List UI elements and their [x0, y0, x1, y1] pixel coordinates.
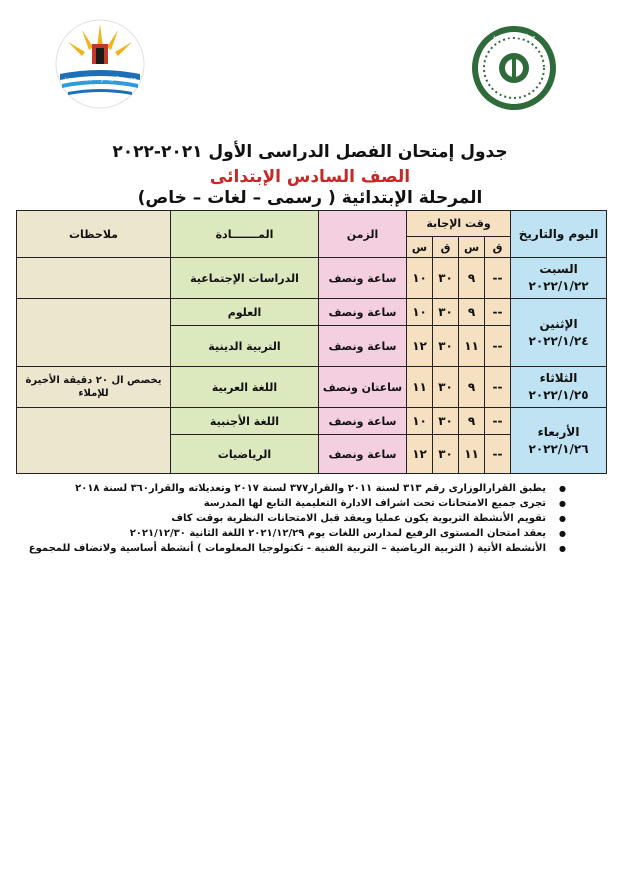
header-to-minutes: ق: [433, 236, 459, 258]
governorate-emblem-logo: [470, 24, 558, 112]
exam-note: [17, 299, 171, 367]
header-day-date: اليوم والتاريخ: [511, 211, 607, 258]
from-minutes: --: [485, 408, 511, 435]
day-date: ٢٠٢٢/١/٢٢: [528, 279, 589, 294]
list-item: ● تجرى جميع الامتحانات تحت اشراف الادارة التعليمية التابع لها المدرسة: [0, 496, 566, 511]
schedule-title: جدول إمتحان الفصل الدراسى الأول ٢٠٢١-٢٠٢٢: [112, 142, 508, 162]
exam-subject: الرياضيات: [171, 435, 319, 474]
from-minutes: --: [485, 326, 511, 367]
from-minutes: --: [485, 367, 511, 408]
to-minutes: ٣٠: [433, 299, 459, 326]
list-item: ● تقويم الأنشطة التربوية يكون عمليا ويعقد قبل الامتحانات النظرية بوقت كاف: [0, 511, 566, 526]
left-logo-caption: مديرية التربية والتعليم ببورسعيد: [64, 76, 136, 82]
day-name: الإثنين: [539, 316, 578, 331]
day-name: السبت: [539, 262, 578, 277]
exam-duration: ساعة ونصف: [319, 326, 407, 367]
from-minutes: --: [485, 299, 511, 326]
exam-duration: ساعة ونصف: [319, 299, 407, 326]
from-minutes: --: [485, 258, 511, 299]
header-notes: ملاحظات: [17, 211, 171, 258]
header-to-hours: س: [407, 236, 433, 258]
from-hours: ١١: [459, 326, 485, 367]
grade-title: الصف السادس الإبتدائى: [209, 167, 411, 187]
exam-schedule-table: [16, 210, 607, 474]
exam-duration: ساعة ونصف: [319, 258, 407, 299]
to-hours: ١١: [407, 367, 433, 408]
header-subject: المـــــــادة: [171, 211, 319, 258]
exam-subject: اللغة العربية: [171, 367, 319, 408]
day-cell-monday: [511, 299, 607, 367]
table-row: [17, 258, 607, 299]
header-answer-time: وقت الإجابة: [407, 211, 511, 237]
list-item: ● الأنشطة الأتية ( التربية الرياضية – التربية الفنية - تكنولوجيا المعلومات ) أنشطة أساسية ولاتضاف للمجموع: [0, 541, 566, 556]
day-cell-saturday: [511, 258, 607, 299]
notes-list: [0, 481, 566, 556]
day-date: ٢٠٢٢/١/٢٤: [528, 333, 589, 348]
day-date: ٢٠٢٢/١/٢٥: [528, 388, 589, 403]
exam-subject: الدراسات الإجتماعية: [171, 258, 319, 299]
to-hours: ١٠: [407, 299, 433, 326]
header-duration: الزمن: [319, 211, 407, 258]
table-row: [17, 408, 607, 435]
to-hours: ١٢: [407, 435, 433, 474]
right-logo-caption: محافظة بورسعيد: [492, 33, 536, 40]
exam-subject: اللغة الأجنبية: [171, 408, 319, 435]
to-minutes: ٣٠: [433, 435, 459, 474]
list-item: ● يعقد امتحان المستوى الرفيع لمدارس اللغات يوم ٢٠٢١/١٢/٢٩ اللغة الثانية ٢٠٢١/١٢/٣٠: [0, 526, 566, 541]
exam-duration: ساعة ونصف: [319, 435, 407, 474]
stage-title: المرحلة الإبتدائية ( رسمى – لغات – خاص): [137, 188, 483, 208]
header-from-minutes: ق: [485, 236, 511, 258]
to-minutes: ٣٠: [433, 408, 459, 435]
day-name: الثلاثاء: [539, 371, 578, 386]
to-hours: ١٠: [407, 258, 433, 299]
from-hours: ٩: [459, 408, 485, 435]
from-hours: ٩: [459, 258, 485, 299]
table-row: [17, 367, 607, 408]
exam-note: يخصص ال ٢٠ دقيقة الأخيرة للإملاء: [17, 367, 171, 408]
day-cell-wednesday: [511, 408, 607, 474]
to-hours: ١٠: [407, 408, 433, 435]
to-minutes: ٣٠: [433, 367, 459, 408]
header-from-hours: س: [459, 236, 485, 258]
from-hours: ٩: [459, 367, 485, 408]
exam-subject: التربية الدينية: [171, 326, 319, 367]
exam-duration: ساعتان ونصف: [319, 367, 407, 408]
to-minutes: ٣٠: [433, 326, 459, 367]
exam-note: [17, 408, 171, 474]
table-row: [17, 299, 607, 326]
day-name: الأربعاء: [537, 424, 580, 439]
exam-duration: ساعة ونصف: [319, 408, 407, 435]
day-date: ٢٠٢٢/١/٢٦: [528, 441, 589, 456]
list-item: ● يطبق القرارالوزارى رقم ٣١٣ لسنة ٢٠١١ والقرار٣٧٧ لسنة ٢٠١٧ وتعديلاته والقرار٣٦٠ لسنة ٢٠١٨: [0, 481, 566, 496]
exam-subject: العلوم: [171, 299, 319, 326]
to-hours: ١٢: [407, 326, 433, 367]
day-cell-tuesday: [511, 367, 607, 408]
from-hours: ١١: [459, 435, 485, 474]
from-hours: ٩: [459, 299, 485, 326]
from-minutes: --: [485, 435, 511, 474]
exam-note: [17, 258, 171, 299]
to-minutes: ٣٠: [433, 258, 459, 299]
education-directorate-logo: [52, 18, 148, 110]
